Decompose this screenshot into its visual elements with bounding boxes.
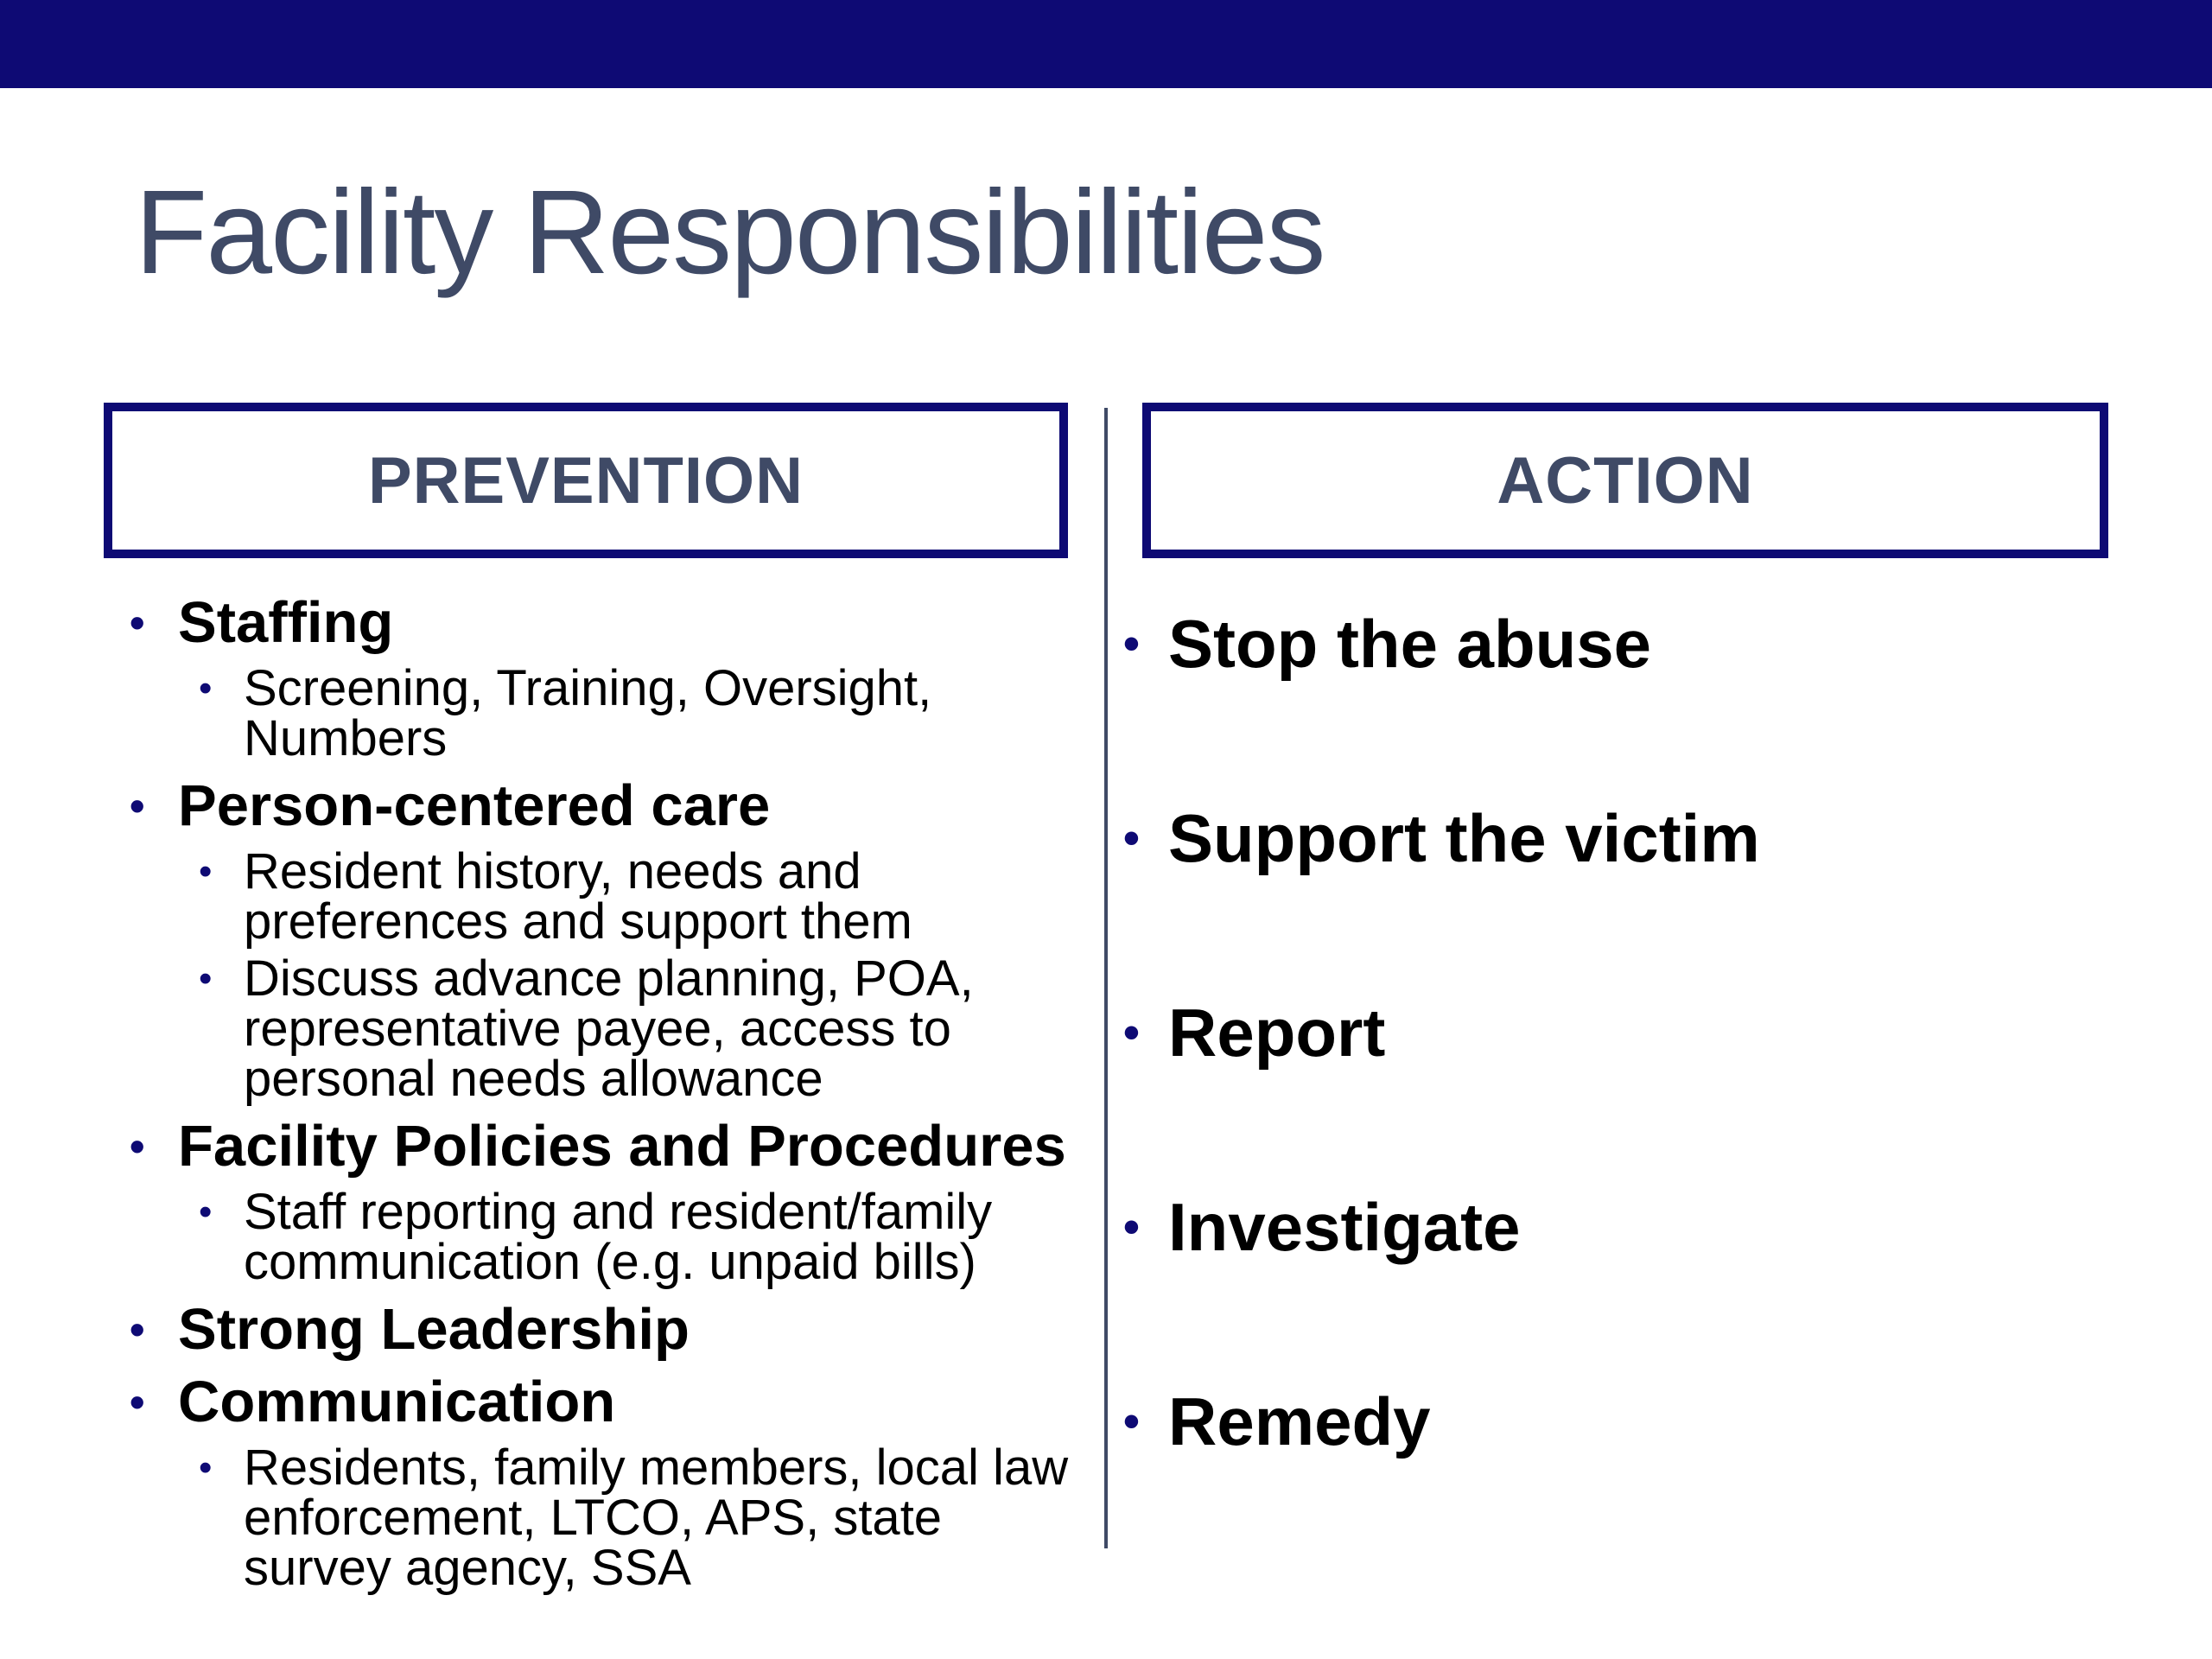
action-item-remedy (1123, 1382, 1760, 1460)
prevention-subitem (130, 1184, 1089, 1290)
action-header-box (1142, 403, 2108, 558)
action-item-label: Remedy (1168, 1383, 1431, 1459)
prevention-item-policies (130, 1115, 1089, 1179)
prevention-header-label: PREVENTION (367, 443, 804, 518)
prevention-subitem-text: Screening, Training, Oversight, Numbers (244, 660, 932, 766)
action-item-stop-abuse (1123, 605, 1760, 683)
prevention-item-leadership (130, 1298, 1089, 1362)
bullet-icon: • (130, 782, 145, 830)
prevention-item-staffing (130, 591, 1089, 655)
prevention-item-label: Staffing (178, 590, 394, 655)
prevention-item-label: Person-centered care (178, 773, 771, 838)
sub-bullet-icon: • (199, 1191, 213, 1233)
prevention-subitem-text: Residents, family members, local law enforcement, LTCO, APS, state survey agency, SSA (244, 1440, 1069, 1596)
prevention-item-label: Facility Policies and Procedures (178, 1114, 1066, 1179)
bullet-icon: • (1123, 1395, 1140, 1447)
prevention-subitem-text: Resident history, needs and preferences and support them (244, 843, 912, 950)
prevention-item-person-centered-care (130, 774, 1089, 838)
prevention-item-communication (130, 1370, 1089, 1434)
prevention-subitem-text: Discuss advance planning, POA, representative payee, access to personal needs allowance (244, 950, 974, 1107)
bullet-icon: • (1123, 1201, 1140, 1253)
prevention-subitem (130, 950, 1089, 1107)
prevention-item-label: Communication (178, 1370, 616, 1434)
sub-bullet-icon: • (199, 667, 213, 709)
action-item-label: Stop the abuse (1168, 606, 1652, 682)
action-header-label: ACTION (1497, 443, 1754, 518)
bullet-icon: • (130, 1306, 145, 1354)
sub-bullet-icon: • (199, 957, 213, 1000)
prevention-list (130, 591, 1089, 1600)
bullet-icon: • (1123, 1007, 1140, 1058)
bullet-icon: • (1123, 812, 1140, 864)
bullet-icon: • (130, 1378, 145, 1427)
action-item-label: Support the victim (1168, 800, 1760, 876)
sub-bullet-icon: • (199, 1446, 213, 1489)
action-item-investigate (1123, 1188, 1760, 1266)
action-item-support-victim (1123, 799, 1760, 877)
action-list (1123, 605, 1760, 1577)
action-item-label: Report (1168, 995, 1386, 1071)
column-divider (1104, 408, 1108, 1548)
bullet-icon: • (130, 1122, 145, 1171)
prevention-item-label: Strong Leadership (178, 1297, 690, 1362)
bullet-icon: • (1123, 618, 1140, 670)
sub-bullet-icon: • (199, 850, 213, 893)
bullet-icon: • (130, 599, 145, 647)
slide-title: Facility Responsibilities (135, 166, 1325, 299)
action-item-report (1123, 994, 1760, 1071)
prevention-subitem (130, 660, 1089, 766)
prevention-header-box (104, 403, 1068, 558)
action-item-label: Investigate (1168, 1189, 1521, 1265)
prevention-subitem (130, 1440, 1089, 1596)
top-banner (0, 0, 2212, 88)
prevention-subitem-text: Staff reporting and resident/family communication (e.g. unpaid bills) (244, 1184, 993, 1290)
prevention-subitem (130, 843, 1089, 950)
